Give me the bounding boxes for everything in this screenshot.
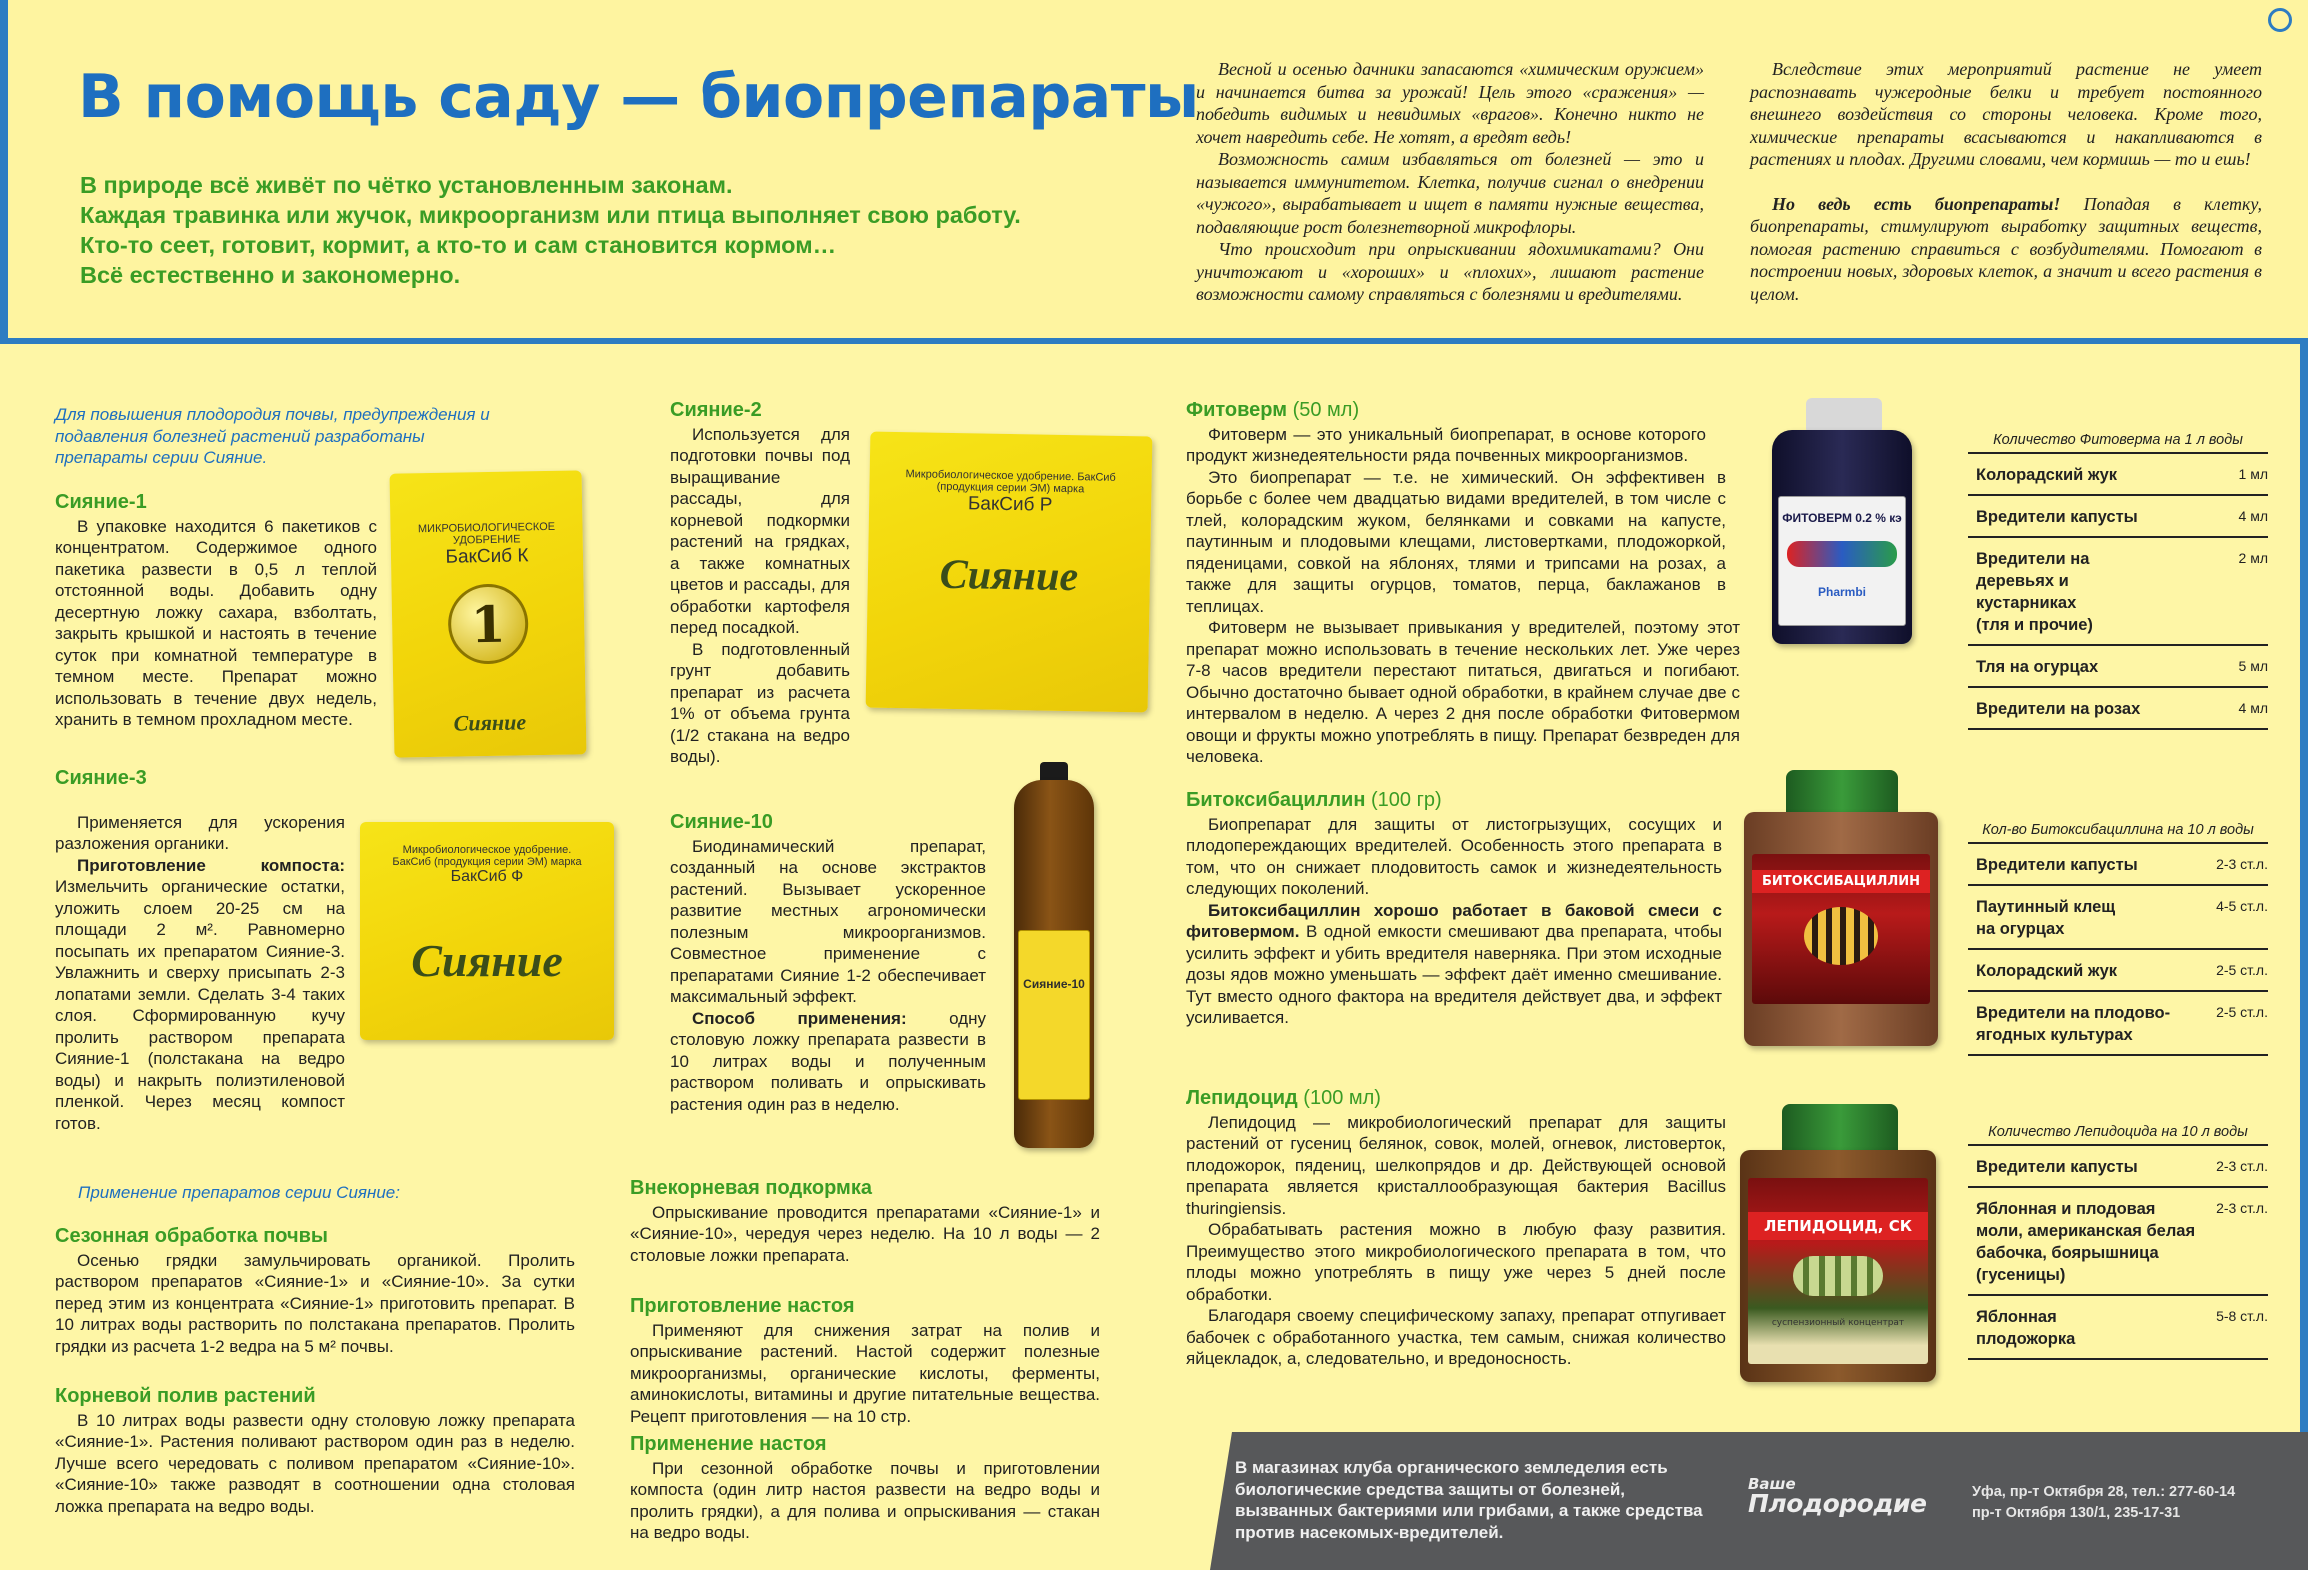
- address-line: Уфа, пр-т Октября 28, тел.: 277-60-14: [1972, 1484, 2236, 1500]
- section-text: Фитоверм — это уникальный биопрепарат, в основе которого продукт жизнедеятельности ряда почвенных микроорганизмов.: [1186, 424, 1706, 465]
- caterpillar-icon: [1793, 1256, 1883, 1296]
- table-cell-name: Паутинный клещ на огурцах: [1976, 898, 2116, 938]
- section-text: Обрабатывать растения можно в любую фазу развития. Преимущество этого микробиологического препарата в том, что плоды можно употреблять в пищу уже через 5 дней после обработки.: [1186, 1220, 1726, 1304]
- section-text-span: одну столовую ложку препарата развести в 10 литрах воды и полученным раствором поливать и опрыскивать растения один раз в неделю.: [670, 1008, 986, 1114]
- table-cell-name: Вредители капусты: [1976, 856, 2138, 874]
- header-divider: [0, 338, 2308, 344]
- section-infusion: [630, 1296, 1100, 1427]
- intro-paragraph: Что происходит при опрыскивании ядохимикатами? Они уничтожают и «хороших» и «плохих», лишают растение возможности самому справляться с болезнями и вредителями.: [1196, 239, 1704, 304]
- intro-paragraph: [1750, 193, 2262, 306]
- section-text: Опрыскивание проводится препаратами «Сияние-1» и «Сияние-10», чередуя через неделю. На 10 л воды — 2 столовые ложки препарата.: [630, 1202, 1100, 1265]
- package-brand: Сияние: [453, 709, 527, 736]
- table-cell-name: Яблонная плодожорка: [1976, 1308, 2076, 1348]
- section-title: Сияние-1: [55, 491, 147, 513]
- store-addresses: [1972, 1482, 2292, 1524]
- table-caption: Количество Фитоверма на 1 л воды: [1993, 432, 2243, 448]
- package-name: БакСиб К: [445, 545, 529, 568]
- section-text-span: Измельчить органические остатки, уложить слоем 20-25 см на площади 2 м². Равномерно посыпать их препаратом Сияние-3. Увлажнить и сверху присыпать 2-3 лопатами земли. Сделать 3-4 таких слоя. Сформированную кучу пролить раствором препарата Сияние-1 (полстакана на ведро воды) и накрыть полиэтиленовой пленкой. Через месяц компост готов.: [55, 877, 345, 1133]
- bottle-label-brand: Pharmbi: [1817, 585, 1866, 599]
- section-text: При сезонной обработке почвы и приготовлении компоста (один литр настоя развести на ведро воды и пролить грядки), а для полива и опрыскивания — стакан на ведро воды.: [630, 1458, 1100, 1542]
- table-row: [1968, 452, 2268, 494]
- table-row: [1968, 494, 2268, 536]
- table-row: [1968, 1144, 2268, 1186]
- table-cell-name: Вредители капусты: [1976, 508, 2138, 526]
- jar-label: [1748, 1178, 1928, 1364]
- lead-text: [80, 170, 1120, 290]
- section-text: [670, 1008, 986, 1116]
- store-logo: [1748, 1475, 1927, 1518]
- table-cell-name: Яблонная и плодовая моли, американская белая бабочка, боярышница (гусеницы): [1976, 1200, 2196, 1284]
- package-name: БакСиб Ф: [450, 868, 524, 885]
- table-cell-value: 2-3 ст.л.: [2216, 856, 2268, 872]
- jar-label-text: БИТОКСИБАЦИЛЛИН: [1752, 870, 1930, 893]
- beetle-icon: [1804, 907, 1878, 965]
- table-row: [1968, 686, 2268, 730]
- table-cell-value: 4 мл: [2238, 508, 2268, 524]
- section-apply: [630, 1434, 1100, 1544]
- footer-text: В магазинах клуба органического земледелия есть биологические средства защиты от болезней, вызванных бактериями или грибами, а также средства против насекомых-вредителей.: [1235, 1458, 1703, 1542]
- section-foliar: [630, 1178, 1100, 1266]
- title-amount: (100 мл): [1297, 1087, 1381, 1109]
- table-row: [1968, 884, 2268, 948]
- table-cell-value: 2-5 ст.л.: [2216, 962, 2268, 978]
- intro-text: Попадая в клетку, биопрепараты, стимулируют выработку защитных веществ, помогая растению справиться с возбудителями. Помогают в построении новых, здоровых клеток, а значит и всего растения в целом.: [1750, 193, 2262, 304]
- lepidocid-table: [1968, 1124, 2268, 1360]
- section-title: Сезонная обработка почвы: [55, 1225, 328, 1247]
- table-cell-name: Тля на огурцах: [1976, 658, 2099, 676]
- table-cell-name: Вредители на деревьях и кустарниках (тля и прочие): [1976, 550, 2093, 634]
- title-main: Лепидоцид: [1186, 1087, 1298, 1109]
- section-bold: Способ применения:: [692, 1008, 907, 1028]
- number-badge: 1: [447, 583, 528, 664]
- table-cell-name: Вредители капусты: [1976, 1158, 2138, 1176]
- section-text: В 10 литрах воды развести одну столовую ложку препарата «Сияние-1». Растения поливают раствором один раз в неделю. Лучше всего чередовать с поливом препаратом «Сияние-10». «Сияние-10» также разводят в соотношении одна столовая ложка препарата на ведро воды.: [55, 1410, 575, 1516]
- section-text: Биодинамический препарат, созданный на основе экстрактов растений. Вызывает ускоренное развитие местных агрономически полезным микроорганизмов. Совместное применение с препаратами Сияние 1-2 обеспечивает максимальный эффект.: [670, 836, 986, 1006]
- package-brand: Сияние: [411, 935, 563, 986]
- siyanie-2-package: [866, 432, 1153, 713]
- section-siyanie-1: [55, 492, 377, 731]
- table-cell-value: 2-5 ст.л.: [2216, 1004, 2268, 1020]
- section-text: Используется для подготовки почвы под выращивание рассады, для корневой подкормки растений на грядках, а также комнатных цветов и рассады, для обработки картофеля перед посадкой.: [670, 424, 850, 637]
- section-text: Лепидоцид — микробиологический препарат для защиты растений от гусениц белянок, совок, молей, огневок, листоверток, плодожорок, пядениц, шелкопрядов и др. Действующей основой препарата является кристаллообразующая бактерия Bacillus thuringiensis.: [1186, 1112, 1726, 1218]
- section-text: Фитоверм не вызывает привыкания у вредителей, поэтому этот препарат можно использовать в течение нескольких лет. Уже через 7-8 часов вредители перестают питаться, двигаться и погибают. Обычно достаточно бывает одной обработки, в крайнем случае две с интервалом в неделю. А через 2 дня после обработки Фитовермом овощи и фрукты можно употреблять в пищу. Препарат безвреден для человека.: [1186, 618, 1740, 766]
- intro-bold: Но ведь есть биопрепараты!: [1772, 193, 2061, 214]
- lepidocid-jar-cap: [1782, 1104, 1898, 1152]
- siyanie-10-bottle: [1014, 780, 1094, 1148]
- series-intro: Для повышения плодородия почвы, предупреждения и подавления болезней растений разработаны препараты серии Сияние.: [55, 405, 490, 467]
- bottle-label: [1018, 930, 1090, 1100]
- section-siyanie-2: [670, 400, 850, 768]
- section-text: Биопрепарат для защиты от листогрызущих, сосущих и плодопереждающих вредителей. Особенность этого препарата в том, что он снижает плодовитость самок и жизнедеятельность следующих поколений.: [1186, 814, 1722, 898]
- left-accent-bar: [0, 0, 8, 338]
- section-root: [55, 1386, 575, 1517]
- section-title: Сияние-10: [670, 811, 773, 833]
- intro-paragraph: Возможность самим избавляться от болезней — это и называется иммунитетом. Клетка, получив сигнал о внедрении «чужого», вырабатывает и ищет в памяти нужные вещества, подавляющие рост болезнетворной микрофлоры.: [1196, 149, 1704, 237]
- intro-column-2: [1750, 58, 2262, 305]
- lead-line: В природе всё живёт по чётко установленным законам.: [80, 172, 733, 198]
- section-fitoverm: [1186, 400, 1740, 768]
- table-cell-name: Вредители на розах: [1976, 700, 2141, 718]
- lead-line: Каждая травинка или жучок, микроорганизм или птица выполняет свою работу.: [80, 202, 1021, 228]
- section-text: Применяется для ускорения разложения органики.: [55, 812, 345, 853]
- bitox-jar-cap: [1786, 770, 1898, 814]
- intro-column-1: [1196, 58, 1704, 306]
- section-text: [55, 855, 345, 1135]
- section-title: [1186, 1088, 1726, 1110]
- title-amount: (50 мл): [1287, 399, 1360, 421]
- section-title: Сияние-3: [55, 767, 147, 789]
- lead-line: Всё естественно и закономерно.: [80, 262, 461, 288]
- section-lepidocid: [1186, 1088, 1726, 1370]
- table-cell-value: 4-5 ст.л.: [2216, 898, 2268, 914]
- jar-label: [1752, 854, 1930, 1004]
- section-text-span: В одной емкости смешивают два препарата, чтобы усилить эффект и убить вредителя наверняка. При этом исходные дозы ядов можно уменьшать — эффект даёт именно смешивание. Тут вместо одного фактора на вредителя действует два, и эффект усиливается.: [1186, 922, 1722, 1027]
- table-cell-name: Вредители на плодово-ягодных культурах: [1976, 1004, 2171, 1044]
- section-siyanie-3: [55, 768, 345, 1134]
- table-row: [1968, 536, 2268, 644]
- table-cell-value: 2-3 ст.л.: [2216, 1200, 2268, 1216]
- title-main: Битоксибациллин: [1186, 789, 1366, 811]
- logo-big-text: Плодородие: [1748, 1489, 1927, 1518]
- section-text: [1186, 900, 1722, 1029]
- package-brand: Сияние: [939, 551, 1079, 601]
- corner-circle: [2268, 8, 2292, 32]
- section-text: Это биопрепарат — т.е. не химический. Он эффективен в борьбе с более чем двадцатью видами вредителей, в том числе с тлей, колорадским жуком, белянками и совками на капусте, паутинным и плодовыми клещами, листовертками, плодожоркой, пяденицами, совкой на яблонях, тлями и трипсами на розах, а также для защиты огурцов, томатов, перца, баклажанов в теплицах.: [1186, 467, 1726, 616]
- table-cell-value: 2 мл: [2238, 550, 2268, 566]
- section-text: Благодаря своему специфическому запаху, препарат отпугивает бабочек с обработанного участка, тем самым, снижая количество яйцекладок, а, следовательно, и вредоносность.: [1186, 1306, 1726, 1368]
- siyanie-3-package: [360, 822, 614, 1040]
- section-title: [1186, 790, 1722, 812]
- bottle-label-text: Сияние-10: [1023, 977, 1085, 991]
- section-title: Сияние-2: [670, 399, 762, 421]
- usage-heading: Применение препаратов серии Сияние:: [78, 1183, 400, 1202]
- siyanie-1-package: [390, 470, 587, 757]
- section-title: Корневой полив растений: [55, 1385, 316, 1407]
- section-siyanie-10: [670, 812, 986, 1115]
- section-text: Осенью грядки замульчировать органикой. Пролить раствором препаратов «Сияние-1» и «Сияние-10». За сутки перед этим из концентрата «Сияние-1» приготовить препарат. В 10 литрах воды растворить по полстакана препаратов. Пролить грядки из расчета 1-2 ведра на 5 м² почвы.: [55, 1250, 575, 1356]
- address-line: пр-т Октября 130/1, 235-17-31: [1972, 1505, 2181, 1521]
- section-text: В упаковке находится 6 пакетиков с концентратом. Содержимое одного пакетика развести в 0,5 л теплой отстоянной воды. Добавить одну десертную ложку сахара, взболтать, закрыть крышкой и настоять в течение суток при комнатной температуре в темном месте. Препарат можно использовать в течение двух недель, хранить в темном прохладном месте.: [55, 516, 377, 729]
- package-subtitle: Микробиологическое удобрение. БакСиб (продукция серии ЭМ) марка: [905, 468, 1116, 496]
- section-soil: [55, 1226, 575, 1357]
- jar-label-text: ЛЕПИДОЦИД, СК: [1748, 1212, 1928, 1240]
- table-row: [1968, 842, 2268, 884]
- bitox-table: [1968, 822, 2268, 1056]
- section-text: Применяют для снижения затрат на полив и опрыскивание растений. Настой содержит полезные микроорганизмы, органические кислоты, ферменты, аминокислоты, витамины и другие питательные вещества. Рецепт приготовления — на 10 стр.: [630, 1320, 1100, 1426]
- fitoverm-table: [1968, 432, 2268, 730]
- section-bold: Приготовление компоста:: [77, 855, 345, 875]
- package-subtitle: Микробиологическое удобрение. БакСиб (продукция серии ЭМ) марка: [392, 844, 582, 868]
- table-cell-value: 2-3 ст.л.: [2216, 1158, 2268, 1174]
- table-cell-value: 5-8 ст.л.: [2216, 1308, 2268, 1324]
- table-cell-value: 1 мл: [2238, 466, 2268, 482]
- lepidocid-jar: [1740, 1150, 1936, 1382]
- table-cell-name: Колорадский жук: [1976, 962, 2118, 980]
- table-row: [1968, 948, 2268, 990]
- page-title: В помощь саду — биопрепараты: [78, 62, 1199, 132]
- table-row: [1968, 644, 2268, 686]
- section-text: В подготовленный грунт добавить препарат из расчета 1% от объема грунта (1/2 стакана на ведро воды).: [670, 639, 850, 766]
- logo-small-text: Ваше: [1748, 1475, 1796, 1493]
- package-subtitle: МИКРОБИОЛОГИЧЕСКОЕ УДОБРЕНИЕ: [417, 520, 556, 547]
- table-cell-value: 4 мл: [2238, 700, 2268, 716]
- section-title: Приготовление настоя: [630, 1295, 855, 1317]
- table-caption: Количество Лепидоцида на 10 л воды: [1988, 1124, 2248, 1140]
- intro-paragraph: Весной и осенью дачники запасаются «химическим оружием» и начинается битва за урожай! Цель этого «сражения» — победить видимых и невидимых «врагов». Конечно никто не хочет навредить себе. Не хотят, а вредят ведь!: [1196, 59, 1704, 147]
- section-bitoxibacillin: [1186, 790, 1722, 1029]
- section-title: [1186, 400, 1740, 422]
- table-row: [1968, 990, 2268, 1056]
- table-cell-value: 5 мл: [2238, 658, 2268, 674]
- lead-line: Кто-то сеет, готовит, кормит, а кто-то и сам становится кормом…: [80, 232, 837, 258]
- intro-paragraph: Вследствие этих мероприятий растение не умеет распознавать чужеродные белки и требует постоянного внешнего воздействия со стороны человека. Кроме того, химические препараты всасываются и накапливаются в растениях и плодах. Другими словами, чем кормишь — то и ешь!: [1750, 59, 2262, 169]
- bottle-label-text: ФИТОВЕРМ 0.2 % кэ: [1782, 511, 1902, 525]
- table-row: [1968, 1186, 2268, 1294]
- bottle-label: [1778, 496, 1906, 626]
- section-title: Применение настоя: [630, 1433, 827, 1455]
- section-title: Внекорневая подкормка: [630, 1177, 872, 1199]
- fitoverm-cap: [1806, 398, 1882, 434]
- fitoverm-bottle: [1772, 430, 1912, 644]
- jar-label-subtext: суспензионный концентрат: [1771, 1318, 1905, 1328]
- table-row: [1968, 1294, 2268, 1360]
- package-name: БакСиб Р: [967, 493, 1053, 516]
- bitox-jar: [1744, 812, 1938, 1046]
- title-main: Фитоверм: [1186, 399, 1288, 421]
- table-caption: Кол-во Битоксибациллина на 10 л воды: [1982, 822, 2254, 838]
- table-cell-name: Колорадский жук: [1976, 466, 2118, 484]
- right-accent-bar: [2300, 344, 2308, 1432]
- label-stripe: [1787, 541, 1897, 567]
- title-amount: (100 гр): [1365, 789, 1442, 811]
- section-bold: Битоксибациллин хорошо работает в баковой смеси с фитовермом.: [1186, 900, 1722, 941]
